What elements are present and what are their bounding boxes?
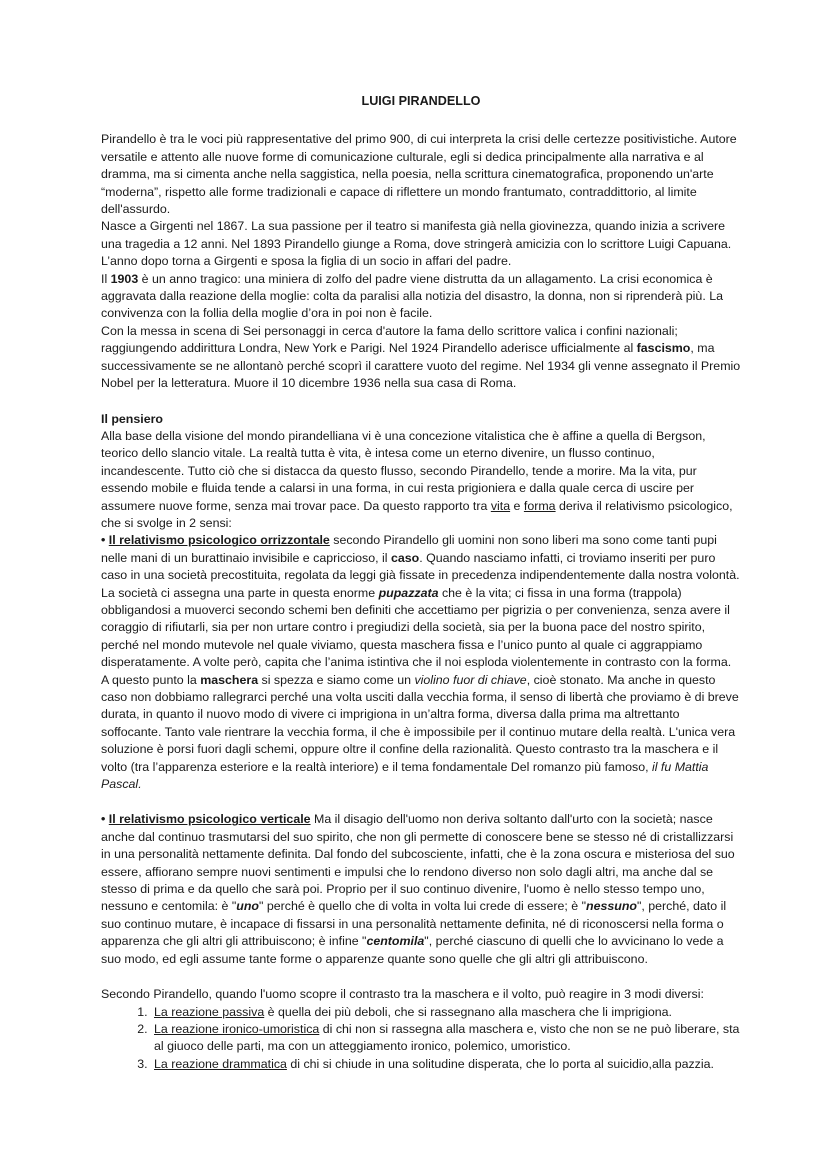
year-1903: 1903 <box>110 271 139 286</box>
fascismo-term: fascismo <box>636 341 691 356</box>
term-caso: caso <box>390 550 420 565</box>
relativismo-verticale-title: Il relativismo psicologico verticale <box>108 812 311 827</box>
relativismo-verticale: • Il relativismo psicologico verticale Ma il disagio dell'uomo non deriva soltanto dall'urto con la società; nasce anche dal continuo trasmutarsi del suo spirito, che non gli permette di conoscere bene se stesso né di cristallizzarsi in una personalità nettamente definita. Dal fondo del subcosciente, infatti, che è la zona oscura e misteriosa del suo essere, affiorano sempre nuovi sentimenti e impulsi che lo rendono diverso non solo dagli altri, ma anche dal se stesso di prima e da quello che sarà poi. Proprio per il suo continuo divenire, l'uomo è nello stesso tempo uno, nessuno e centomila: è "uno" perché è quello che di volta in volta lui crede di essere; è "nessuno", perché, dato il suo continuo mutare, è incapace di fissarsi in una personalità nettamente definita, né di riconoscersi nella forma o apparenza che gli altri gli attribuiscono; è infine "centomila", perché ciascuno di quelli che lo avvicinano lo vede a suo modo, ed egli assume tante forme o apparenze quante sono quelle che gli altri gli attribuiscono. <box>101 812 735 966</box>
bio-paragraph-1903: Il 1903 è un anno tragico: una miniera di zolfo del padre viene distrutta da un allagamento. La crisi economica è aggravata dalla reazione della moglie: colta da paralisi alla notizia del disastro, la donna, non si riprenderà più. La convivenza con la follia della moglie d’ora in poi non è facile. <box>101 271 723 321</box>
reazione-item: 1. La reazione passiva è quella dei più deboli, che si rassegnano alla maschera che li imprigiona. <box>151 1004 741 1021</box>
reazione-label: La reazione passiva <box>154 1004 265 1019</box>
relativismo-orizzontale: • Il relativismo psicologico orrizzontale secondo Pirandello gli uomini non sono liberi ma sono come tanti pupi nelle mani di un burattinaio invisibile e capriccioso, il caso. Quando nasciamo infatti, ci troviamo inseriti per puro caso in una società precostituita, regolata da leggi già fissate in precedenza indipendentemente dalla nostra volontà. La società ci assegna una parte in questa enorme pupazzata che è la vita; ci fissa in una forma (trappola) obbligandosi a muoverci secondo schemi ben definiti che accettiamo per pigrizia o per convenienza, senza avere il coraggio di rifiutarli, sia per non urtare contro i pregiudizi della società, sia per la buona pace del nostro spirito, perché nel mondo mutevole nel quale viviamo, questa maschera fissa e l’unico punto al quale ci aggrappiamo disperatamente. A volte però, capita che l’anima istintiva che il noi esploda violentemente in contrasto con la forma. A questo punto la maschera si spezza e siamo come un violino fuor di chiave, cioè stonato. Ma anche in questo caso non dobbiamo rallegrarci perché una volta usciti dalla vecchia forma, il senso di libertà che proviamo è di breve durata, in quanto il nuovo modo di vivere ci imprigiona in un’altra forma, diversa dalla prima ma altrettanto soffocante. Tanto vale rientrare la vecchia forma, il che è impossibile per il continuo mutare della realtà. L'unica vera soluzione è porsi fuori dagli schemi, oppure oltre il confine della razionalità. Questo contrasto tra la maschera e il volto (tra l’apparenza esteriore e la realtà interiore) e il tema fondamentale Del romanzo più famoso, il fu Mattia Pascal. <box>101 533 740 792</box>
bullet: • <box>101 812 109 827</box>
bio-paragraph-birth: Nasce a Girgenti nel 1867. La sua passione per il teatro si manifesta già nella giovinezza, quando inizia a scrivere una tragedia a 12 anni. Nel 1893 Pirandello giunge a Roma, dove stringerà amicizia con lo scrittore Luigi Capuana. L’anno dopo torna a Girgenti e sposa la figlia di un socio in affari del padre. <box>101 219 732 269</box>
term-maschera: maschera <box>200 672 259 687</box>
term-violino: violino fuor di chiave <box>414 672 527 687</box>
section-heading-pensiero: Il pensiero <box>101 411 163 426</box>
document-body <box>101 93 741 1073</box>
term-vita: vita <box>490 498 511 513</box>
bio-paragraph-fame: Con la messa in scena di Sei personaggi in cerca d'autore la fama dello scrittore valica i confini nazionali; raggiungendo addirittura Londra, New York e Parigi. Nel 1924 Pirandello aderisce ufficialmente al fascismo, ma successivamente se ne allontanò perché scoprì il carattere vuoto del regime. Nel 1934 gli venne assegnato il Premio Nobel per la letteratura. Muore il 10 dicembre 1936 nella sua casa di Roma. <box>101 323 741 391</box>
spacer <box>101 968 741 986</box>
term-uno: uno <box>236 899 259 914</box>
bullet: • <box>101 533 109 548</box>
term-forma: forma <box>523 498 556 513</box>
reazioni-intro: Secondo Pirandello, quando l'uomo scopre il contrasto tra la maschera e il volto, può reagire in 3 modi diversi: <box>101 987 704 1002</box>
term-pupazzata: pupazzata <box>378 585 439 600</box>
reazione-label: La reazione drammatica <box>154 1056 287 1071</box>
bio-paragraph-intro: Pirandello è tra le voci più rappresentative del primo 900, di cui interpreta la crisi delle certezze positivistiche. Autore versatile e attento alle nuove forme di comunicazione culturale, egli si dedica principalmente alla narrativa e al dramma, ma si cimenta anche nella saggistica, nella poesia, nella scrittura cinematografica, proponendo un'arte “moderna”, rispetto alle forme tradizionali e capace di riflettere un mondo frantumato, contraddittorio, al limite dell'assurdo. <box>101 132 737 217</box>
term-centomila: centomila <box>366 934 425 949</box>
reazione-item: 2. La reazione ironico-umoristica di chi non si rassegna alla maschera e, visto che non se ne può liberare, sta al giuoco delle parti, ma con un atteggiamento ironico, polemico, umoristico. <box>151 1021 741 1056</box>
document-title: LUIGI PIRANDELLO <box>361 94 481 108</box>
term-nessuno: nessuno <box>586 899 637 914</box>
term-mattia-pascal: il fu Mattia Pascal. <box>101 759 709 792</box>
reazioni-list <box>101 1004 741 1074</box>
relativismo-orizzontale-title: Il relativismo psicologico orrizzontale <box>108 533 330 548</box>
reazione-label: La reazione ironico-umoristica <box>154 1021 320 1036</box>
reazione-item: 3. La reazione drammatica di chi si chiude in una solitudine disperata, che lo porta al suicidio,alla pazzia. <box>151 1056 741 1073</box>
pensiero-intro: Alla base della visione del mondo pirandelliana vi è una concezione vitalistica che è affine a quella di Bergson, teorico dello slancio vitale. La realtà tutta è vita, è intesa come un eterno divenire, un flusso continuo, incandescente. Tutto ciò che si distacca da questo flusso, secondo Pirandello, tende a morire. Ma la vita, pur essendo mobile e fluida tende a calarsi in una forma, in cui resta prigioniera e dalla quale cerca di uscire per assumere nuove forme, senza mai trovar pace. Da questo rapporto tra vita e forma deriva il relativismo psicologico, che si svolge in 2 sensi: <box>101 428 733 530</box>
spacer <box>101 793 741 811</box>
